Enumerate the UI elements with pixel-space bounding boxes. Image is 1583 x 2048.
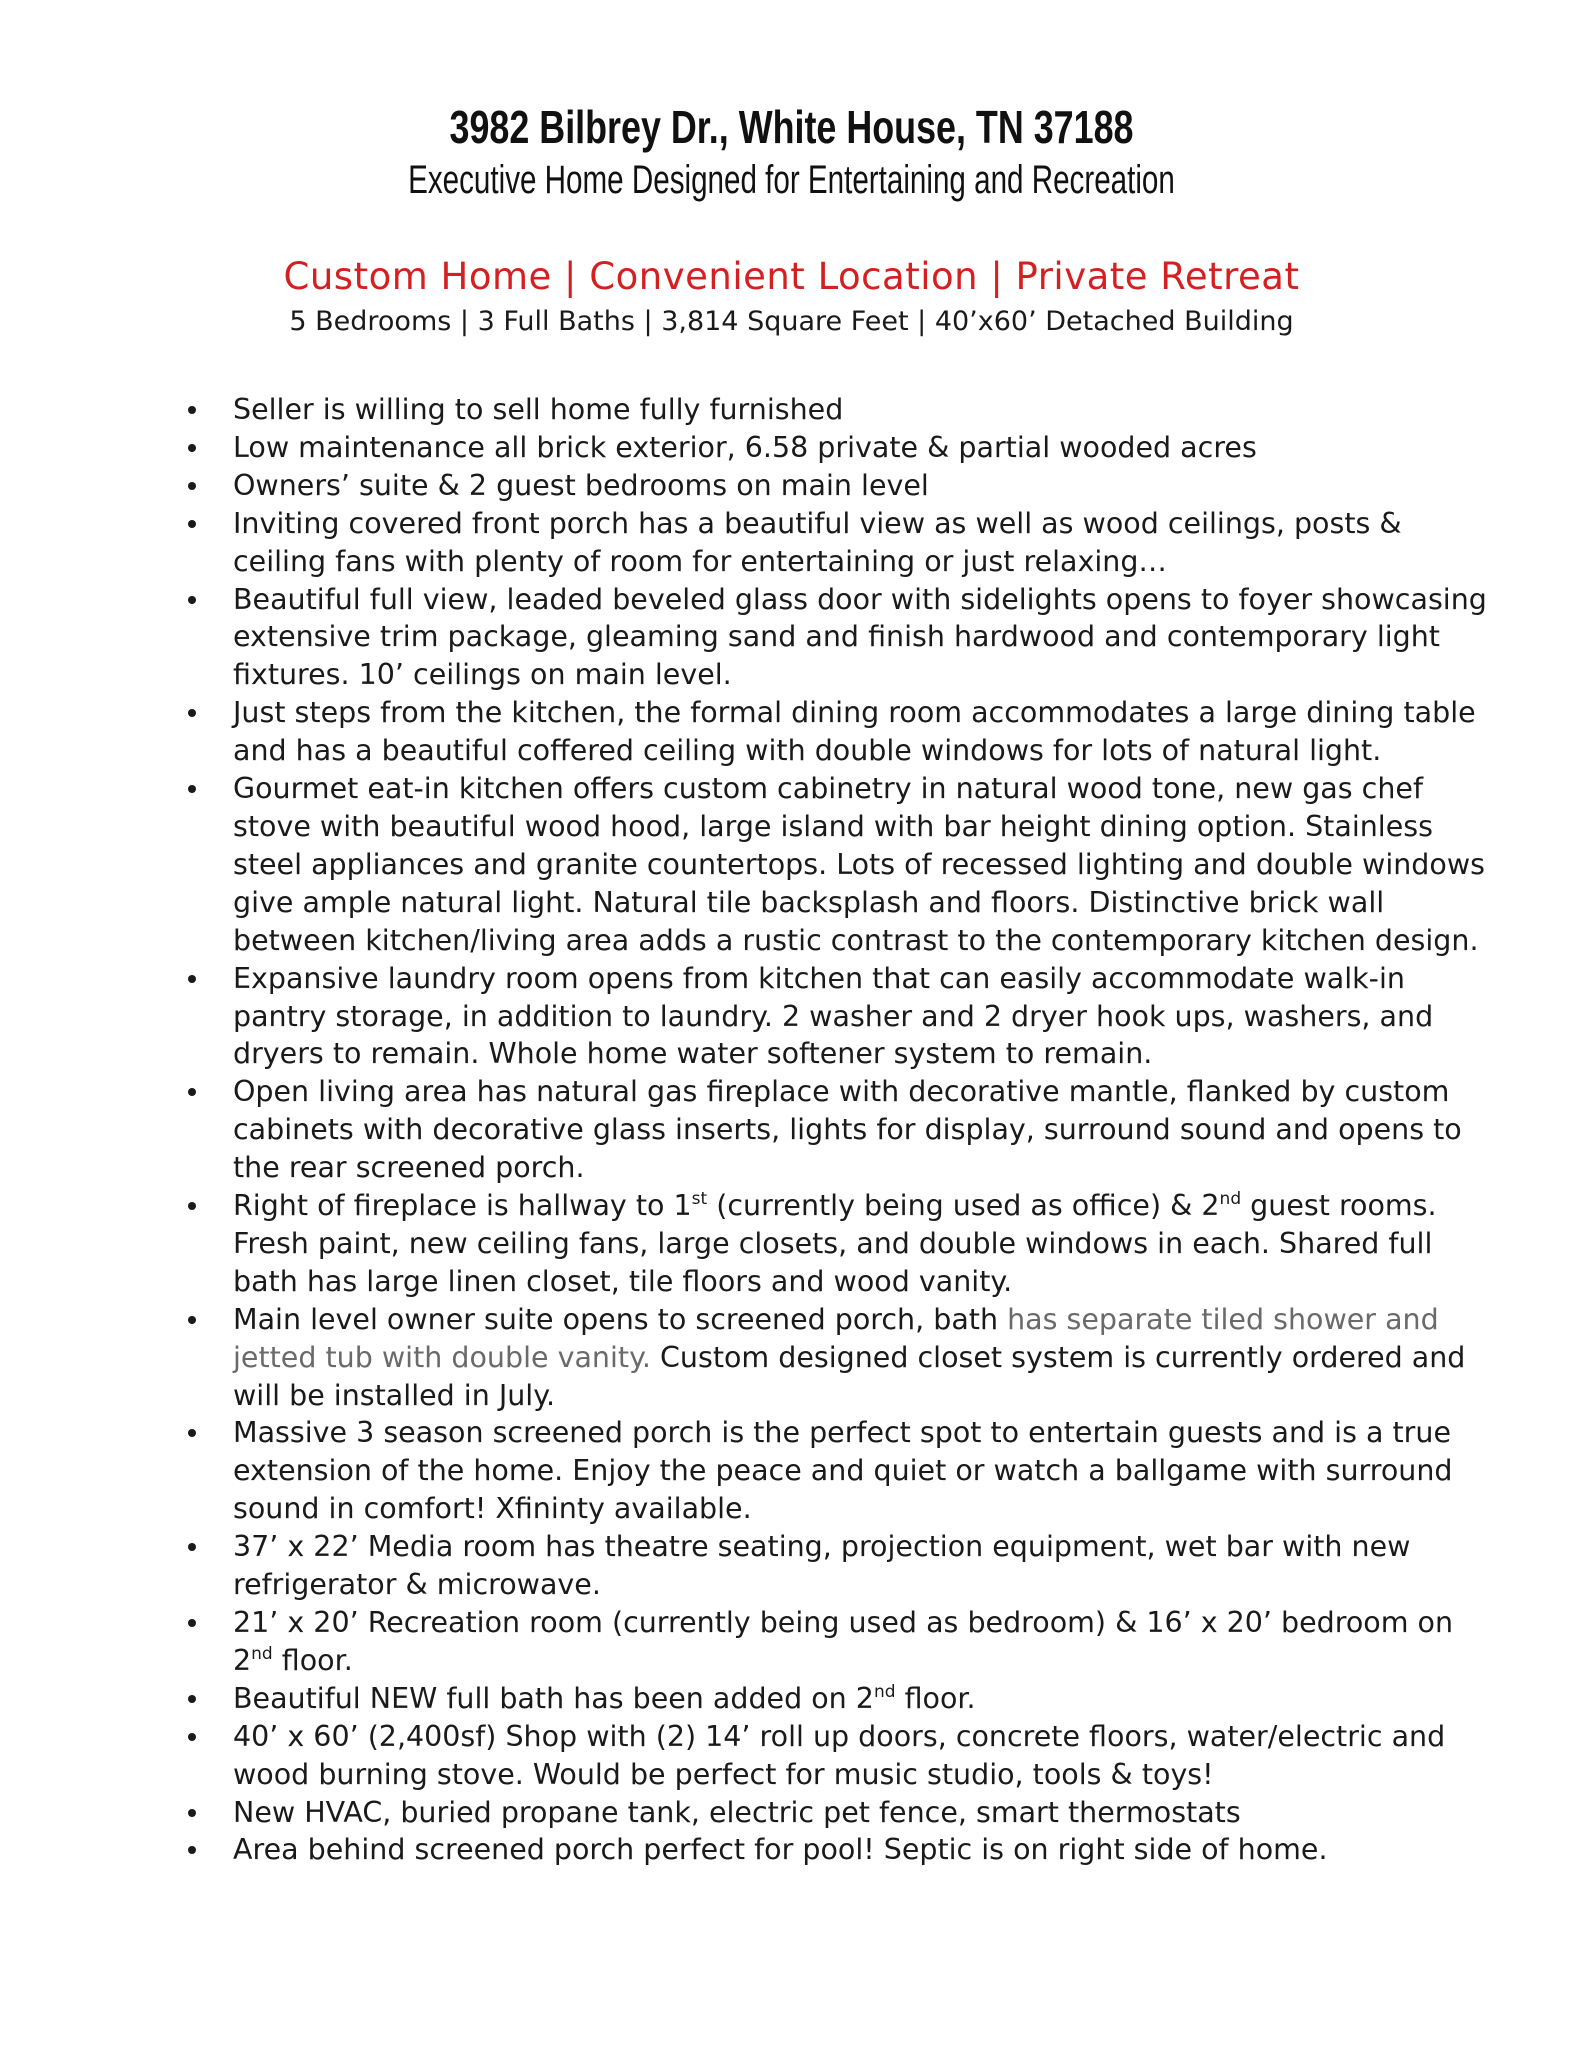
feature-item: Massive 3 season screened porch is the perfect spot to entertain guests and is a true extension of the home. Enjoy the peace and quiet or watch a ballgame with surround sound in comfort! Xfininty available.: [176, 1414, 1496, 1528]
property-tagline: Custom Home | Convenient Location | Private Retreat: [283, 255, 1300, 298]
feature-item: Low maintenance all brick exterior, 6.58 private & partial wooded acres: [176, 429, 1496, 467]
feature-item: Gourmet eat-in kitchen offers custom cabinetry in natural wood tone, new gas chef stove with beautiful wood hood, large island with bar height dining option. Stainless steel appliances and granite countertops. Lots of recessed lighting and double windows give ample natural light. Natural tile backsplash and floors. Distinctive brick wall between kitchen/living area adds a rustic contrast to the contemporary kitchen design.: [176, 770, 1496, 960]
feature-item: Owners’ suite & 2 guest bedrooms on main level: [176, 467, 1496, 505]
feature-item: Seller is willing to sell home fully furnished: [176, 391, 1496, 429]
feature-item: Area behind screened porch perfect for pool! Septic is on right side of home.: [176, 1831, 1496, 1869]
feature-item: Main level owner suite opens to screened porch, bath has separate tiled shower and jetted tub with double vanity. Custom designed closet system is currently ordered and will be installed in July.: [176, 1301, 1496, 1415]
property-subtitle: Executive Home Designed for Entertaining and Recreation: [408, 158, 1175, 202]
property-facts: 5 Bedrooms | 3 Full Baths | 3,814 Square Feet | 40’x60’ Detached Building: [289, 306, 1294, 337]
feature-item: 37’ x 22’ Media room has theatre seating, projection equipment, wet bar with new refrigerator & microwave.: [176, 1528, 1496, 1604]
feature-item: 40’ x 60’ (2,400sf) Shop with (2) 14’ roll up doors, concrete floors, water/electric and wood burning stove. Would be perfect for music studio, tools & toys!: [176, 1718, 1496, 1794]
feature-item: Inviting covered front porch has a beautiful view as well as wood ceilings, posts & ceiling fans with plenty of room for entertaining or just relaxing…: [176, 505, 1496, 581]
feature-item: Open living area has natural gas fireplace with decorative mantle, flanked by custom cabinets with decorative glass inserts, lights for display, surround sound and opens to the rear screened porch.: [176, 1073, 1496, 1187]
feature-item: Beautiful NEW full bath has been added on 2nd floor.: [176, 1680, 1496, 1718]
feature-list: [176, 391, 1496, 1869]
highlighted-text: has separate tiled shower and jetted tub with double vanity.: [233, 1302, 1439, 1374]
feature-item: Right of fireplace is hallway to 1st (currently being used as office) & 2nd guest rooms. Fresh paint, new ceiling fans, large closets, and double windows in each. Shared full bath has large linen closet, tile floors and wood vanity.: [176, 1187, 1496, 1301]
property-address: 3982 Bilbrey Dr., White House, TN 37188: [449, 101, 1134, 153]
feature-item: Just steps from the kitchen, the formal dining room accommodates a large dining table and has a beautiful coffered ceiling with double windows for lots of natural light.: [176, 694, 1496, 770]
feature-item: Expansive laundry room opens from kitchen that can easily accommodate walk-in pantry storage, in addition to laundry. 2 washer and 2 dryer hook ups, washers, and dryers to remain. Whole home water softener system to remain.: [176, 960, 1496, 1074]
feature-item: Beautiful full view, leaded beveled glass door with sidelights opens to foyer showcasing extensive trim package, gleaming sand and finish hardwood and contemporary light fixtures. 10’ ceilings on main level.: [176, 581, 1496, 695]
feature-item: New HVAC, buried propane tank, electric pet fence, smart thermostats: [176, 1794, 1496, 1832]
feature-item: 21’ x 20’ Recreation room (currently being used as bedroom) & 16’ x 20’ bedroom on 2nd floor.: [176, 1604, 1496, 1680]
